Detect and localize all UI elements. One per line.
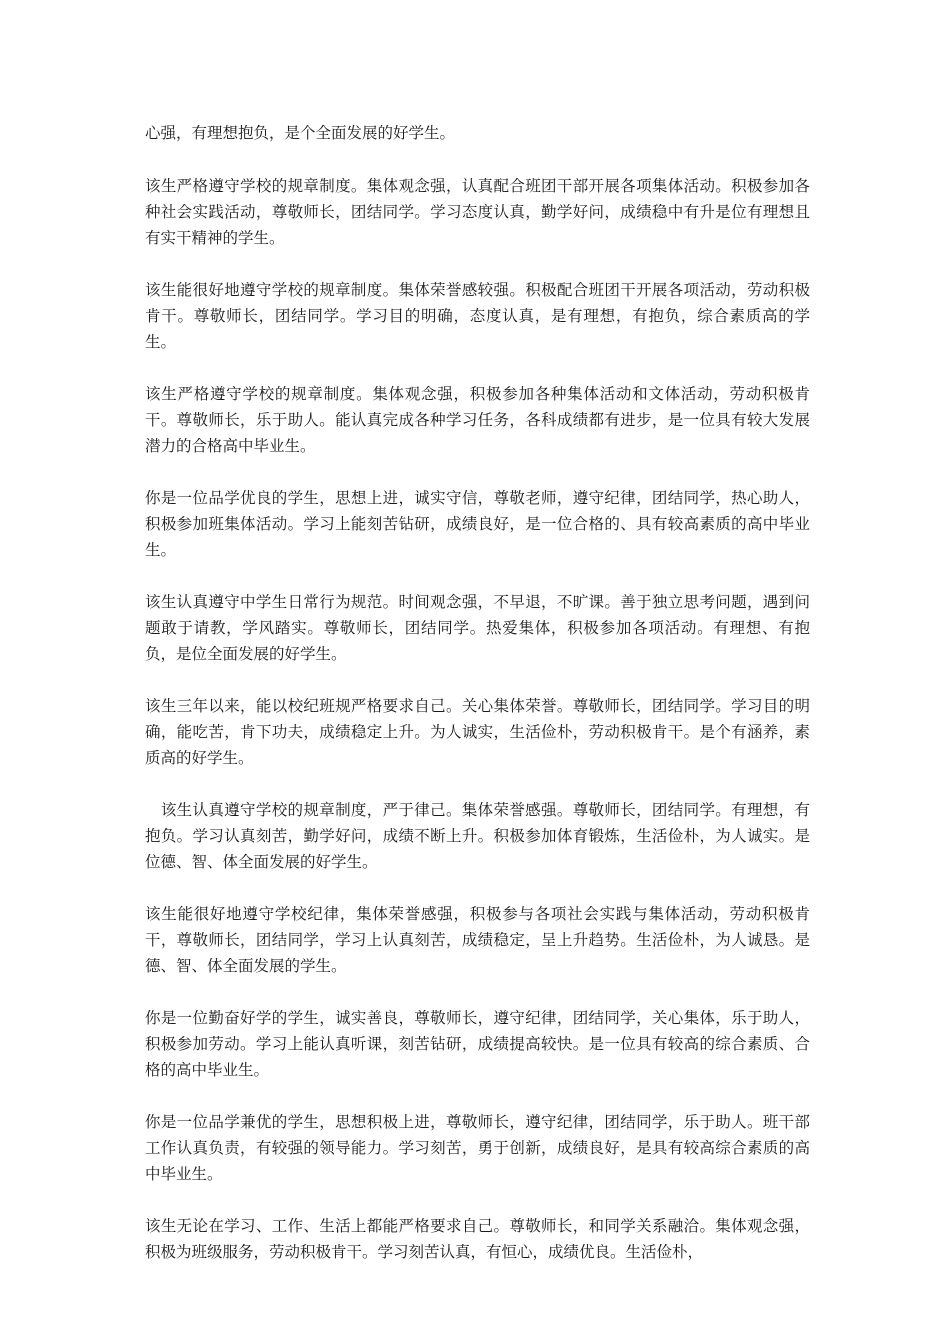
paragraph-10: 你是一位勤奋好学的学生，诚实善良，尊敬师长，遵守纪律，团结同学，关心集体，乐于助人，积极参加劳动。学习上能认真听课，刻苦钻研，成绩提高较快。是一位具有较高的综合素质、合格的高中毕业生。	[145, 1009, 810, 1079]
paragraph-8: 该生认真遵守学校的规章制度，严于律己。集体荣誉感强。尊敬师长，团结同学。有理想，有抱负。学习认真刻苦，勤学好问，成绩不断上升。积极参加体育锻炼，生活俭朴，为人诚实。是位德、智、体全面发展的好学生。	[145, 801, 810, 871]
paragraph-6: 该生认真遵守中学生日常行为规范。时间观念强，不早退，不旷课。善于独立思考问题，遇到问题敢于请教，学风踏实。尊敬师长，团结同学。热爱集体，积极参加各项活动。有理想、有抱负，是位全面发展的好学生。	[145, 593, 810, 663]
document-body	[145, 120, 810, 1291]
paragraph-1: 心强，有理想抱负，是个全面发展的好学生。	[145, 124, 456, 142]
paragraph-7: 该生三年以来，能以校纪班规严格要求自己。关心集体荣誉。尊敬师长，团结同学。学习目的明确，能吃苦，肯下功夫，成绩稳定上升。为人诚实，生活俭朴，劳动积极肯干。是个有涵养，素质高的好学生。	[145, 697, 810, 767]
paragraph-2: 该生严格遵守学校的规章制度。集体观念强，认真配合班团干部开展各项集体活动。积极参加各种社会实践活动，尊敬师长，团结同学。学习态度认真，勤学好问，成绩稳中有升是位有理想且有实干精神的学生。	[145, 177, 810, 247]
paragraph-11: 你是一位品学兼优的学生，思想积极上进，尊敬师长，遵守纪律，团结同学，乐于助人。班干部工作认真负责，有较强的领导能力。学习刻苦，勇于创新，成绩良好，是具有较高综合素质的高中毕业生。	[145, 1113, 810, 1183]
paragraph-9: 该生能很好地遵守学校纪律，集体荣誉感强，积极参与各项社会实践与集体活动，劳动积极肯干，尊敬师长，团结同学，学习上认真刻苦，成绩稳定，呈上升趋势。生活俭朴，为人诚恳。是德、智、体全面发展的学生。	[145, 905, 810, 975]
paragraph-3: 该生能很好地遵守学校的规章制度。集体荣誉感较强。积极配合班团干开展各项活动，劳动积极肯干。尊敬师长，团结同学。学习目的明确，态度认真，是有理想，有抱负，综合素质高的学生。	[145, 281, 810, 351]
paragraph-5: 你是一位品学优良的学生，思想上进，诚实守信，尊敬老师，遵守纪律，团结同学，热心助人，积极参加班集体活动。学习上能刻苦钻研，成绩良好，是一位合格的、具有较高素质的高中毕业生。	[145, 489, 810, 559]
paragraph-12: 该生无论在学习、工作、生活上都能严格要求自己。尊敬师长，和同学关系融洽。集体观念强，积极为班级服务，劳动积极肯干。学习刻苦认真，有恒心，成绩优良。生活俭朴，	[145, 1217, 810, 1261]
paragraph-4: 该生严格遵守学校的规章制度。集体观念强，积极参加各种集体活动和文体活动，劳动积极肯干。尊敬师长，乐于助人。能认真完成各种学习任务，各科成绩都有进步，是一位具有较大发展潜力的合格高中毕业生。	[145, 385, 810, 455]
